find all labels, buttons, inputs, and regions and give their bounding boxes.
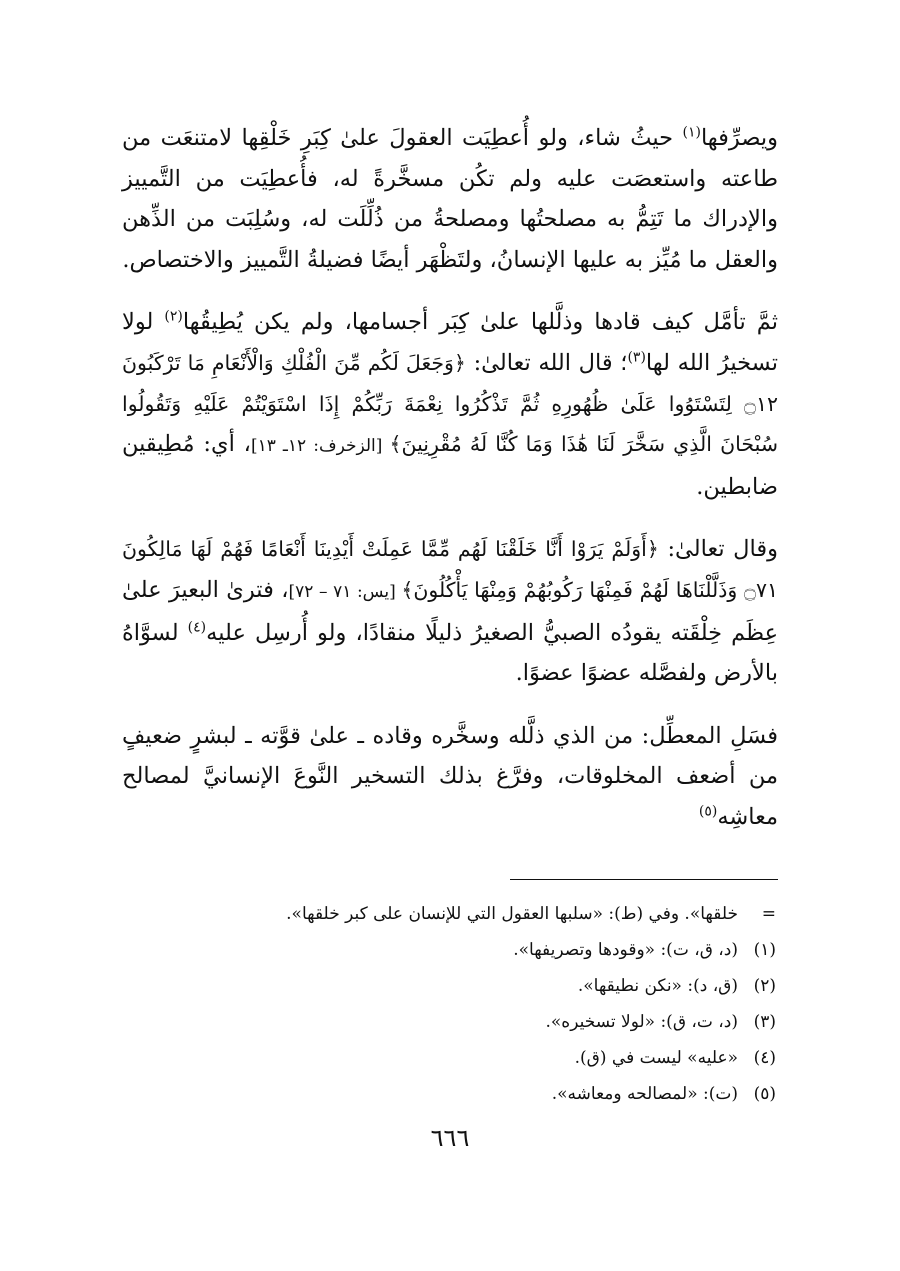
footnote-number: (٤): [753, 1048, 776, 1068]
footnote-4: [122, 1040, 778, 1076]
quran-verse: ﴿وَجَعَلَ لَكُم مِّنَ الْفُلْكِ وَالْأَنْعَامِ مَا تَرْكَبُونَ ۝١٢ لِتَسْتَوُوا عَلَىٰ ظُهُورِهِ ثُمَّ تَذْكُرُوا نِعْمَةَ رَبِّكُمْ إِذَا اسْتَوَيْتُمْ عَلَيْهِ وَتَقُولُوا سُبْحَانَ الَّذِي سَخَّرَ لَنَا هَٰذَا وَمَا كُنَّا لَهُ مُقْرِنِينَ﴾: [122, 350, 779, 457]
text-run: ، أي: مُطِيقين ضابطين.: [122, 431, 778, 500]
paragraph-3: [122, 529, 778, 693]
quran-verse: ﴿أَوَلَمْ يَرَوْا أَنَّا خَلَقْنَا لَهُم مِّمَّا عَمِلَتْ أَيْدِينَا أَنْعَامًا فَهُمْ لَهَا مَالِكُونَ ۝٧١ وَذَلَّلْنَاهَا لَهُمْ فَمِنْهَا رَكُوبُهُمْ وَمِنْهَا يَأْكُلُونَ﴾: [122, 537, 779, 602]
text-run: ، فترىٰ البعيرَ علىٰ عِظَم خِلْقَته يقودُه الصبيُّ الصغيرُ ذليلًا منقادًا، ولو أُرسِل عليه: [122, 576, 778, 646]
footnote-text: (ق، د): «نكن نطيقها».: [577, 976, 738, 996]
text-run: وقال تعالىٰ:: [658, 536, 779, 563]
footnote-ref-1[interactable]: (١): [682, 124, 701, 141]
footnotes: [122, 896, 778, 1112]
footnote-5: [122, 1076, 778, 1112]
footnote-number: (٣): [753, 1012, 776, 1032]
footnote-text: (د، ق، ت): «وقودها وتصريفها».: [513, 940, 738, 960]
footnote-1: [122, 932, 778, 968]
footnote-text: (د، ت، ق): «لولا تسخيره».: [545, 1012, 738, 1032]
footnote-ref-4[interactable]: (٤): [187, 619, 207, 636]
continuation-mark: =: [761, 904, 776, 924]
footnote-3: [122, 1004, 778, 1040]
footnote-ref-5[interactable]: (٥): [698, 803, 718, 820]
footnote-continuation: [122, 896, 778, 932]
footnote-number: (٥): [753, 1084, 776, 1104]
text-run: ثمَّ تأمَّل كيف قادها وذلَّلها علىٰ كِبَر أجسامها، ولم يكن يُطِيقُها: [182, 309, 779, 336]
footnote-text: (ت): «لمصالحه ومعاشه».: [551, 1084, 738, 1104]
text-run: حيثُ شاء، ولو أُعطِيَت العقولَ علىٰ كِبَرِ خَلْقِها لامتنعَت من طاعته واستعصَت عليه ولم تكُن مسخَّرةً له، فأُعطِيَت من التَّمييز والإدراك ما تَتِمُّ به مصلحتُها ومصلحةُ من ذُلِّلَت له، وسُلِبَت من الذِّهن والعقل ما مُيِّز به عليها الإنسانُ، ولتَظْهَر أيضًا فضيلةُ التَّمييز والاختصاص.: [122, 125, 778, 273]
main-text: [122, 118, 778, 838]
verse-citation: [يس: ٧١ – ٧٢]: [288, 581, 402, 602]
footnote-separator: [510, 879, 778, 880]
footnote-ref-2[interactable]: (٢): [164, 308, 183, 325]
footnote-number: (٢): [753, 976, 776, 996]
footnote-ref-3[interactable]: (٣): [627, 349, 646, 366]
text-run: ويصرِّفها: [700, 125, 778, 151]
text-run: لولا تسخيرُ الله لها: [122, 309, 778, 376]
paragraph-4: [122, 716, 778, 838]
footnote-number: (١): [753, 940, 776, 960]
footnote-text: خلقها». وفي (ط): «سلبها العقول التي للإنسان على كبر خلقها».: [286, 904, 738, 924]
text-run: ؛ قال الله تعالىٰ:: [465, 349, 628, 376]
text-run: فسَلِ المعطِّل: من الذي ذلَّله وسخَّره وقاده ـ علىٰ قوَّته ـ لبشرٍ ضعيفٍ من أضعف المخلوقات، وفرَّغ بذلك التسخير النَّوعَ الإنسانيَّ لمصالح معاشِه: [122, 722, 778, 830]
footnote-2: [122, 968, 778, 1004]
verse-citation: [الزخرف: ١٢ـ ١٣]: [250, 436, 390, 457]
text-run: لسوَّاهُ بالأرض ولفصَّله عضوًا عضوًا.: [122, 619, 778, 687]
paragraph-1: [122, 118, 778, 280]
page-number: ٦٦٦: [430, 1124, 470, 1152]
paragraph-2: [122, 302, 778, 507]
footnote-text: «عليه» ليست في (ق).: [574, 1048, 738, 1068]
